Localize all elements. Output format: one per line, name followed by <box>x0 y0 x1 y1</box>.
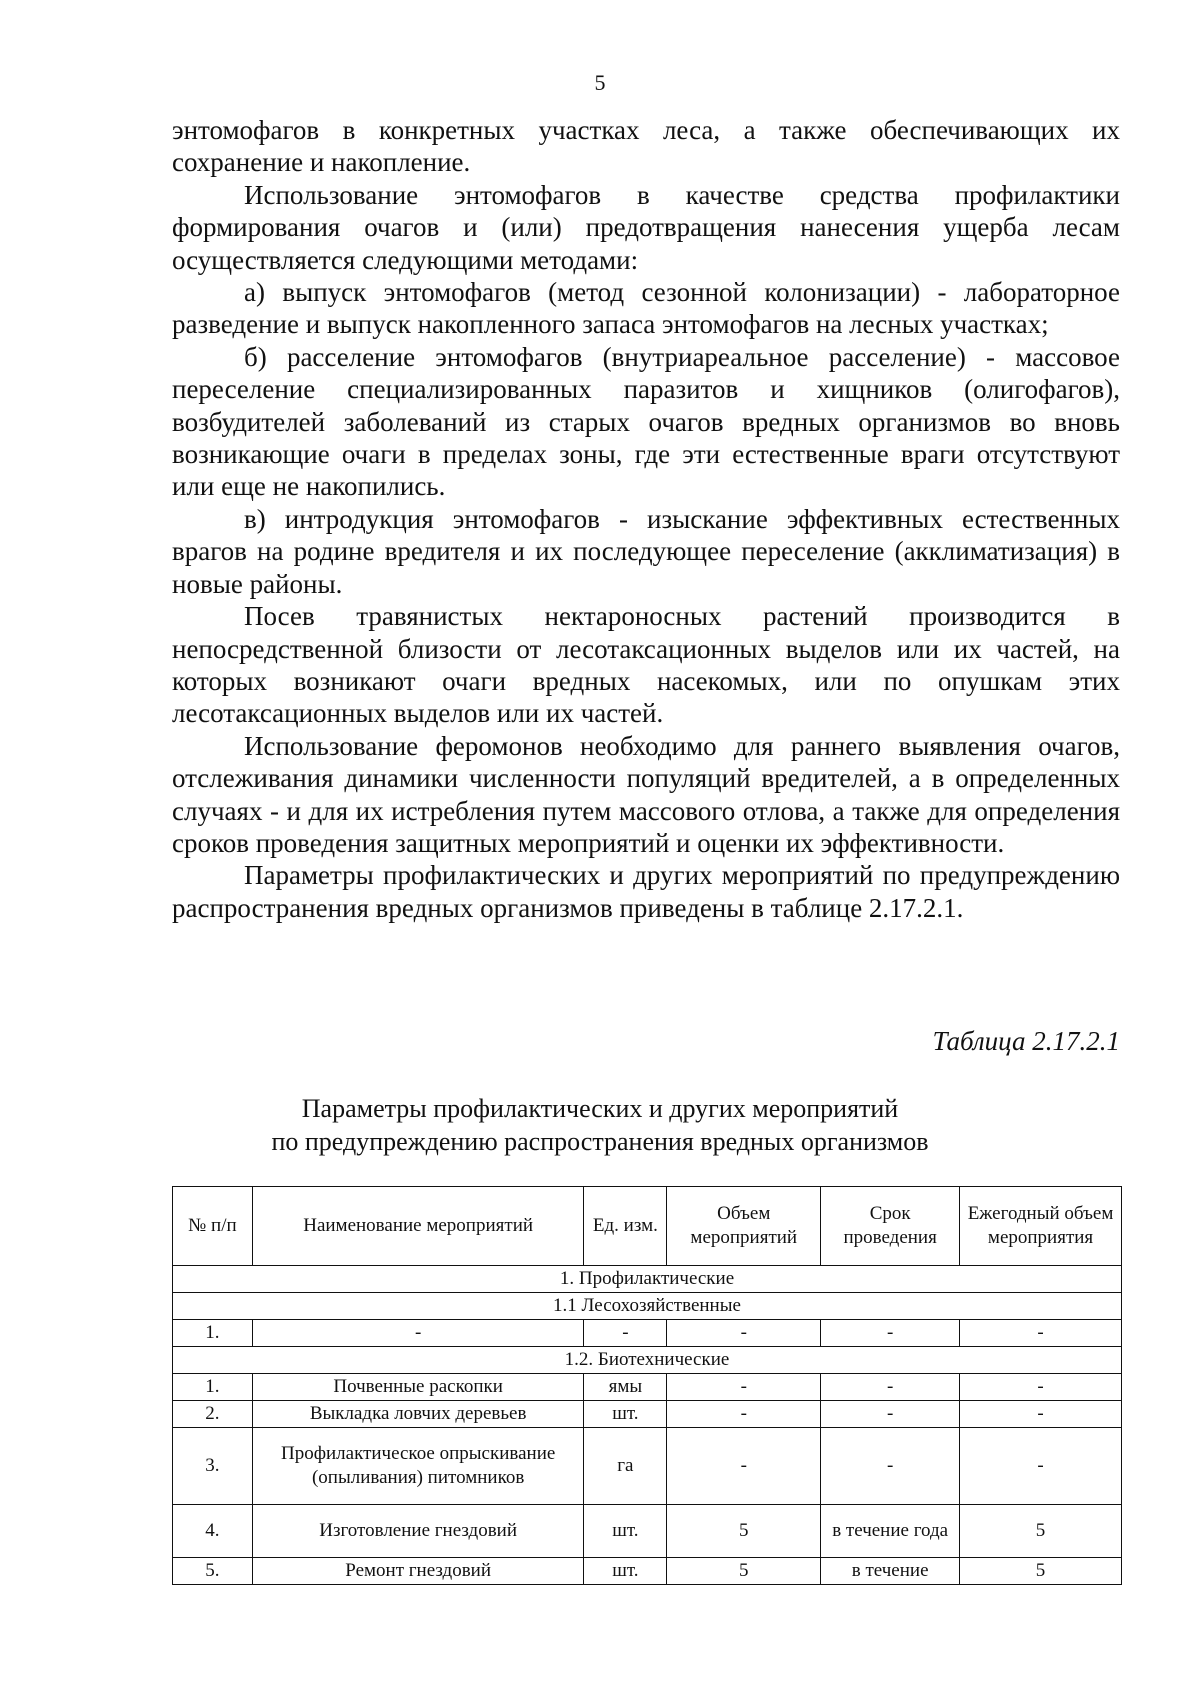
paragraph: Параметры профилактических и других мероприятий по предупреждению распространения вредных организмов приведены в таблице 2.17.2.1. <box>172 860 1120 923</box>
cell: - <box>960 1428 1122 1505</box>
cell: - <box>960 1374 1122 1401</box>
cell: 5 <box>960 1558 1122 1585</box>
cell: - <box>252 1320 584 1347</box>
cell: - <box>584 1320 667 1347</box>
cell: Почвенные раскопки <box>252 1374 584 1401</box>
measures-table <box>172 1186 1122 1585</box>
section-label: 1. Профилактические <box>173 1266 1122 1293</box>
cell: 5 <box>960 1505 1122 1558</box>
cell: - <box>821 1428 960 1505</box>
paragraph: а) выпуск энтомофагов (метод сезонной колонизации) - лабораторное разведение и выпуск накопленного запаса энтомофагов на лесных участках; <box>172 277 1120 340</box>
body-text <box>172 114 1120 924</box>
cell: 3. <box>173 1428 253 1505</box>
cell: 2. <box>173 1401 253 1428</box>
cell: ямы <box>584 1374 667 1401</box>
cell: 1. <box>173 1374 253 1401</box>
header-cell: Объем мероприятий <box>667 1187 821 1266</box>
table-reference: Таблица 2.17.2.1 <box>932 1026 1120 1056</box>
cell: 1. <box>173 1320 253 1347</box>
cell: в течение года <box>821 1505 960 1558</box>
header-cell: Наименование мероприятий <box>252 1187 584 1266</box>
cell: - <box>960 1401 1122 1428</box>
paragraph: Использование энтомофагов в качестве средства профилактики формирования очагов и (или) предотвращения нанесения ущерба лесам осуществляется следующими методами: <box>172 179 1120 275</box>
cell: 5 <box>667 1505 821 1558</box>
table-header-row <box>173 1187 1122 1266</box>
cell: шт. <box>584 1558 667 1585</box>
cell: - <box>667 1374 821 1401</box>
cell: Ремонт гнездовий <box>252 1558 584 1585</box>
cell: - <box>667 1320 821 1347</box>
header-cell: Срок проведения <box>821 1187 960 1266</box>
table-title <box>0 1092 1200 1158</box>
cell: шт. <box>584 1401 667 1428</box>
table-row <box>173 1428 1122 1505</box>
table-title-line: Параметры профилактических и других мероприятий <box>301 1094 899 1123</box>
paragraph: энтомофагов в конкретных участках леса, а также обеспечивающих их сохранение и накопление. <box>172 115 1120 178</box>
section-row <box>173 1347 1122 1374</box>
paragraph: Использование феромонов необходимо для раннего выявления очагов, отслеживания динамики численности популяций вредителей, а в определенных случаях - и для их истребления путем массового отлова, а также для определения сроков проведения защитных мероприятий и оценки их эффективности. <box>172 730 1120 858</box>
cell: 4. <box>173 1505 253 1558</box>
paragraph: б) расселение энтомофагов (внутриареальное расселение) - массовое переселение специализированных паразитов и хищников (олигофагов), возбудителей заболеваний из старых очагов вредных организмов во вновь возникающие очаги в пределах зоны, где эти естественные враги отсутствуют или еще не накопились. <box>172 341 1120 502</box>
paragraph: Посев травянистых нектароносных растений производится в непосредственной близости от лесотаксационных выделов или их частей, на которых возникают очаги вредных насекомых, или по опушкам этих лесотаксационных выделов или их частей. <box>172 601 1120 729</box>
table-row <box>173 1505 1122 1558</box>
cell: Изготовление гнездовий <box>252 1505 584 1558</box>
paragraph: в) интродукция энтомофагов - изыскание эффективных естественных врагов на родине вредителя и их последующее переселение (акклиматизация) в новые районы. <box>172 503 1120 599</box>
section-row <box>173 1293 1122 1320</box>
header-cell: Ед. изм. <box>584 1187 667 1266</box>
cell: шт. <box>584 1505 667 1558</box>
cell: - <box>667 1401 821 1428</box>
cell: га <box>584 1428 667 1505</box>
header-cell: № п/п <box>173 1187 253 1266</box>
table-title-line: по предупреждению распространения вредных организмов <box>271 1127 929 1156</box>
cell: - <box>667 1428 821 1505</box>
cell: 5. <box>173 1558 253 1585</box>
table-row <box>173 1401 1122 1428</box>
cell: - <box>821 1401 960 1428</box>
cell: Профилактическое опрыскивание (опыливания) питомников <box>252 1428 584 1505</box>
section-label: 1.1 Лесохозяйственные <box>173 1293 1122 1320</box>
cell: 5 <box>667 1558 821 1585</box>
page-number: 5 <box>594 70 606 95</box>
header-cell: Ежегодный объем мероприятия <box>960 1187 1122 1266</box>
cell: Выкладка ловчих деревьев <box>252 1401 584 1428</box>
table-row <box>173 1374 1122 1401</box>
section-row <box>173 1266 1122 1293</box>
cell: - <box>960 1320 1122 1347</box>
table-row <box>173 1558 1122 1585</box>
cell: в течение <box>821 1558 960 1585</box>
cell: - <box>821 1320 960 1347</box>
cell: - <box>821 1374 960 1401</box>
section-label: 1.2. Биотехнические <box>173 1347 1122 1374</box>
table-row <box>173 1320 1122 1347</box>
